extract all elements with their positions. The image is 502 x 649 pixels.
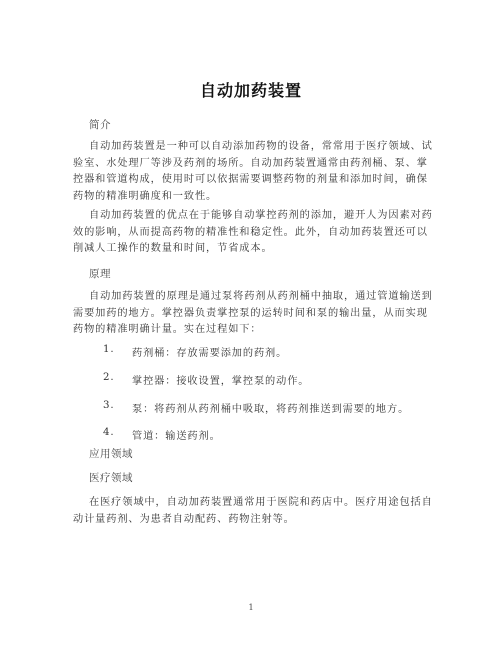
intro-paragraph-1: 自动加药装置是一种可以自动添加药物的设备，常常用于医疗领域、试验室、水处理厂等涉及药剂的场所。自动加药装置通常由药剂桶、泵、掌控器和管道构成，使用时可以依据需要调整药物的剂量和添加时间，确保药物的精准明确度和一致性。 xyxy=(73,141,433,202)
intro-heading: 简介 xyxy=(89,119,111,131)
page-number: 1 xyxy=(248,603,254,612)
document-title: 自动加药装置 xyxy=(199,81,302,100)
list-text: 管道：输送药剂。 xyxy=(132,431,221,443)
list-text: 泵：将药剂从药剂桶中吸取，将药剂推送到需要的地方。 xyxy=(132,403,410,415)
medical-paragraph: 在医疗领域中，自动加药装置通常用于医院和药店中。医疗用途包括自动计量药剂、为患者自动配药、药物注射等。 xyxy=(73,497,433,525)
list-number: 2. xyxy=(103,371,115,383)
list-item xyxy=(103,400,433,428)
principle-list xyxy=(103,344,433,455)
application-heading: 应用领域 xyxy=(89,448,133,460)
list-number: 1. xyxy=(103,344,115,355)
medical-heading: 医疗领域 xyxy=(89,472,133,484)
list-item xyxy=(103,427,433,455)
principle-paragraph: 自动加药装置的原理是通过泵将药剂从药剂桶中抽取，通过管道输送到需要加药的地方。掌控器负责掌控泵的运转时间和泵的输出量，从而实现药物的精准明确计量。实在过程如下： xyxy=(73,291,433,335)
list-item xyxy=(103,372,433,400)
list-text: 掌控器：接收设置，掌控泵的动作。 xyxy=(132,375,310,387)
intro-paragraph-2: 自动加药装置的优点在于能够自动掌控药剂的添加，避开人为因素对药效的影响，从而提高药物的精准性和稳定性。此外，自动加药装置还可以削减人工操作的数量和时间，节省成本。 xyxy=(73,210,433,254)
principle-heading: 原理 xyxy=(89,268,111,280)
list-number: 4. xyxy=(103,427,115,439)
list-number: 3. xyxy=(103,399,115,411)
list-text: 药剂桶：存放需要添加的药剂。 xyxy=(132,348,288,359)
list-item xyxy=(103,344,433,372)
